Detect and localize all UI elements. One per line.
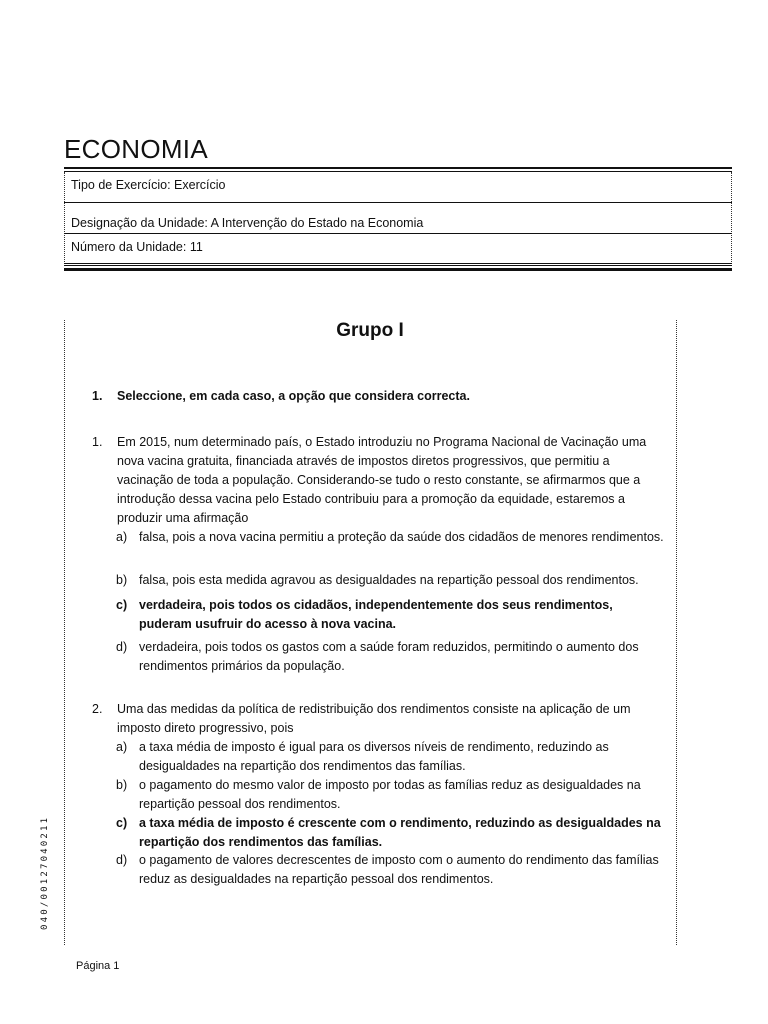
- option-text: verdadeira, pois todos os gastos com a saúde foram reduzidos, permitindo o aumento dos rendimentos primários da população.: [139, 640, 639, 673]
- bottom-rule-2: [64, 265, 732, 266]
- top-double-rule-1: [64, 167, 732, 169]
- bottom-rule-3: [64, 268, 732, 271]
- exercise-type: Tipo de Exercício: Exercício: [71, 178, 226, 192]
- row-divider: [64, 233, 732, 234]
- bottom-rule-1: [64, 263, 732, 264]
- q2-option-b: [116, 776, 666, 814]
- option-letter: d): [116, 640, 128, 654]
- question-number: 2.: [92, 702, 103, 716]
- option-text: falsa, pois a nova vacina permitiu a proteção da saúde dos cidadãos de menores rendimentos.: [139, 530, 664, 544]
- side-document-code: 040/00127040211: [40, 815, 50, 930]
- option-text: a taxa média de imposto é igual para os diversos níveis de rendimento, reduzindo as desigualdades na repartição dos rendimentos das famílias.: [139, 740, 609, 773]
- page-number: Página 1: [76, 960, 120, 972]
- option-text: a taxa média de imposto é crescente com o rendimento, reduzindo as desigualdades na repartição dos rendimentos das famílias.: [139, 816, 661, 849]
- unit-name: Designação da Unidade: A Intervenção do Estado na Economia: [71, 216, 424, 230]
- row-divider: [64, 202, 732, 203]
- question-text: Em 2015, num determinado país, o Estado introduziu no Programa Nacional de Vacinação uma nova vacina gratuita, financiada através de impostos diretos progressivos, que permitiu a vacinação de toda a população. Considerando-se tudo o resto constante, se afirmarmos que a introdução dessa vacina pelo Estado contribuiu para a promoção da equidade, estaremos a produzir uma afirmação: [117, 435, 647, 525]
- unit-number: Número da Unidade: 11: [71, 240, 203, 254]
- question-number: 1.: [92, 435, 103, 449]
- q2-option-a: [116, 738, 666, 776]
- question-2: [92, 700, 662, 738]
- option-letter: c): [116, 598, 128, 612]
- question-1: [92, 433, 662, 528]
- option-letter: b): [116, 778, 128, 792]
- q2-option-d: [116, 851, 666, 889]
- option-text: o pagamento do mesmo valor de imposto por todas as famílias reduz as desigualdades na repartição pessoal dos rendimentos.: [139, 778, 641, 811]
- option-letter: c): [116, 816, 128, 830]
- instruction: [92, 387, 662, 406]
- option-text: falsa, pois esta medida agravou as desigualdades na repartição pessoal dos rendimentos.: [139, 573, 639, 587]
- option-letter: b): [116, 573, 128, 587]
- document-title: ECONOMIA: [64, 134, 208, 164]
- option-text: verdadeira, pois todos os cidadãos, independentemente dos seus rendimentos, puderam usufruir do acesso à nova vacina.: [139, 598, 613, 631]
- q1-option-c-correct: [116, 596, 666, 634]
- q1-option-d: [116, 638, 666, 676]
- instruction-text: Seleccione, em cada caso, a opção que considera correcta.: [117, 389, 470, 403]
- instruction-number: 1.: [92, 389, 103, 403]
- q1-option-a: [116, 528, 666, 547]
- option-letter: a): [116, 740, 128, 754]
- option-letter: a): [116, 530, 128, 544]
- content-frame-right: [676, 320, 677, 945]
- q1-option-b: [116, 571, 666, 590]
- question-text: Uma das medidas da política de redistribuição dos rendimentos consiste na aplicação de um imposto direto progressivo, pois: [117, 702, 631, 735]
- q2-option-c-correct: [116, 814, 666, 852]
- option-letter: d): [116, 853, 128, 867]
- top-double-rule-2: [64, 171, 732, 172]
- unit-info-box: [64, 167, 732, 271]
- content-frame-left: [64, 320, 65, 945]
- option-text: o pagamento de valores decrescentes de imposto com o aumento do rendimento das famílias reduz as desigualdades na repartição pessoal dos rendimentos.: [139, 853, 659, 886]
- group-title: Grupo I: [336, 320, 404, 341]
